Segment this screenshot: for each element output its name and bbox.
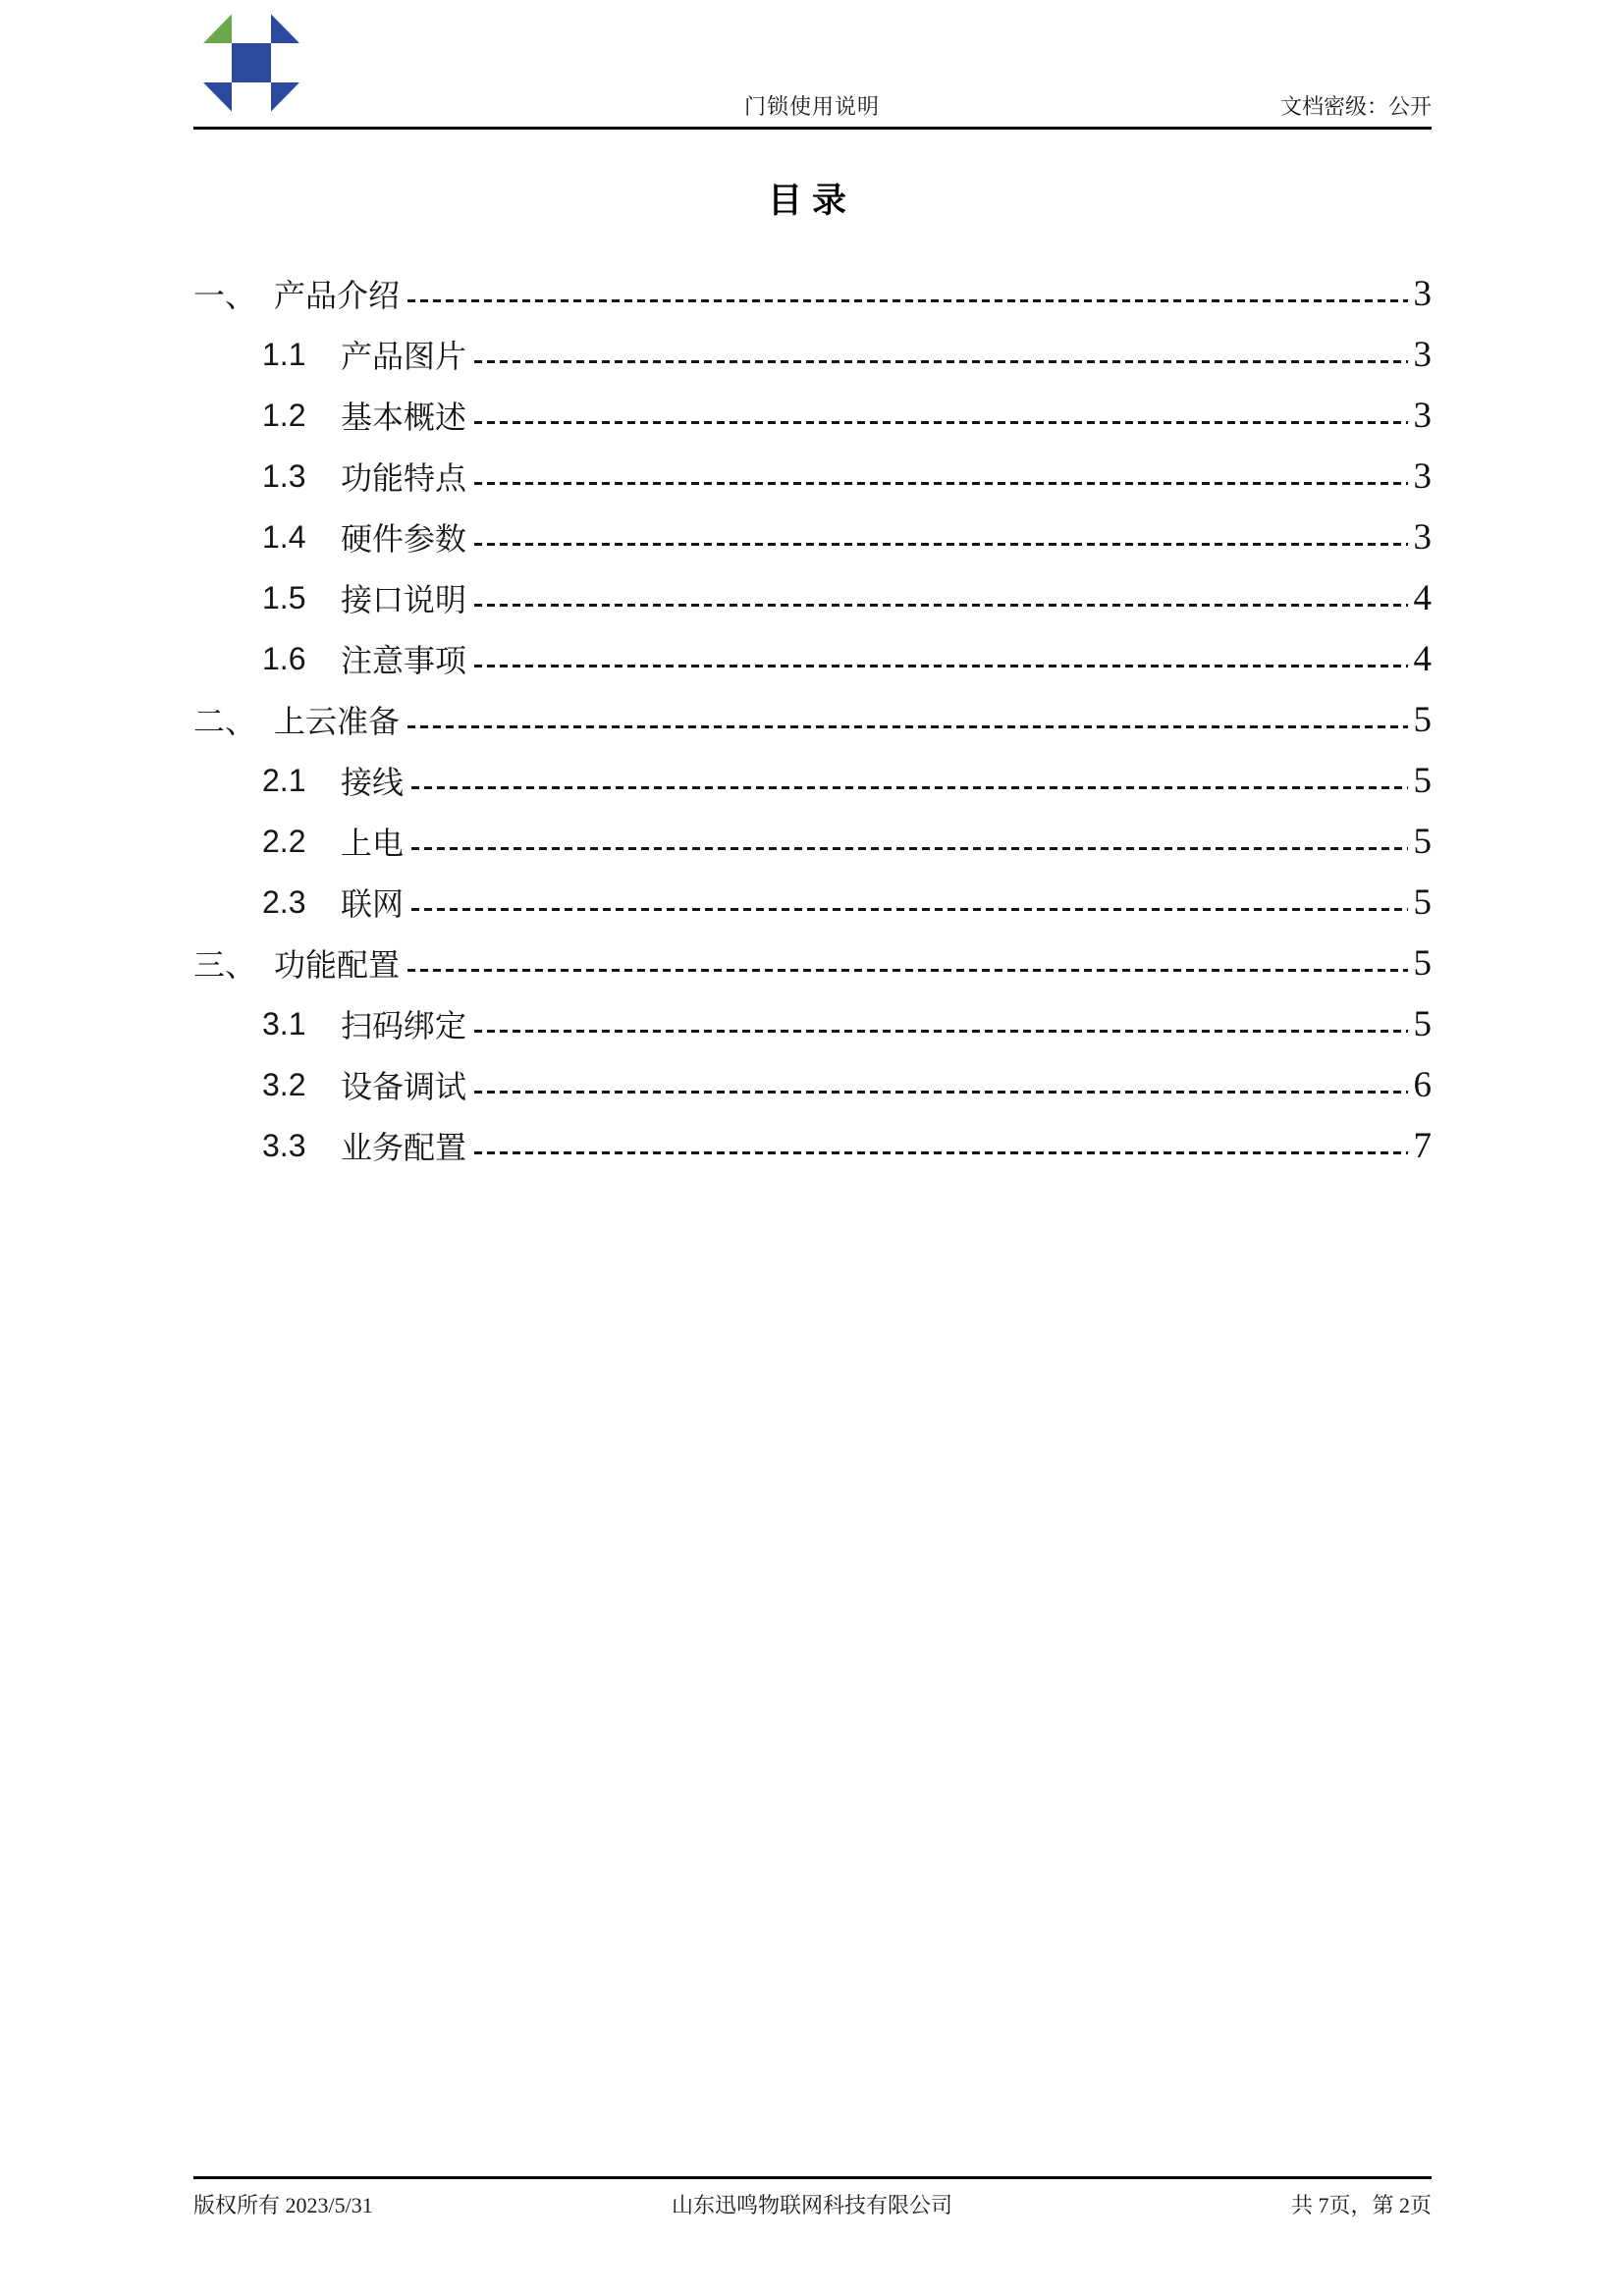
toc-entry[interactable]: [193, 1115, 1432, 1176]
toc-entry-number: 1.3: [262, 457, 306, 494]
toc-dotted-leader: [474, 1091, 1407, 1094]
toc-dotted-leader: [411, 908, 1407, 911]
toc-entry[interactable]: [193, 811, 1432, 872]
toc-entry-number: 1.6: [262, 640, 306, 676]
toc-entry-number: 1.4: [262, 518, 306, 555]
toc-entry-number: 1.5: [262, 579, 306, 615]
header-security-label: 文档密级：公开: [1279, 94, 1432, 119]
toc-entry-number: 3.2: [262, 1066, 306, 1102]
toc-entry-page: 5: [1413, 1003, 1432, 1044]
toc-entry[interactable]: [193, 263, 1432, 324]
toc-entry-label: 基本概述: [341, 400, 467, 435]
toc-entry-number: 3.1: [262, 1005, 306, 1041]
toc-entry[interactable]: [193, 507, 1432, 567]
toc-entry-page: 3: [1413, 273, 1432, 314]
toc-entry-label: 功能特点: [341, 460, 467, 496]
toc-entry-number: 1.2: [262, 397, 306, 433]
toc-entry-page: 5: [1413, 942, 1432, 984]
toc-dotted-leader: [474, 421, 1407, 424]
toc-entry-number: 一、: [193, 278, 257, 313]
toc-entry-page: 3: [1413, 516, 1432, 558]
toc-entry[interactable]: [193, 993, 1432, 1054]
toc-entry-number: 三、: [193, 947, 257, 983]
toc-dotted-leader: [474, 1151, 1407, 1154]
toc-entry-number: 1.1: [262, 336, 306, 372]
toc-entry-label: 上云准备: [274, 704, 401, 739]
toc-entry-label: 产品图片: [341, 339, 467, 374]
toc-entry[interactable]: [193, 872, 1432, 933]
toc-entry[interactable]: [193, 933, 1432, 993]
toc-entry-page: 4: [1413, 577, 1432, 618]
footer-copyright: 版权所有 2023/5/31: [193, 2193, 373, 2217]
toc-dotted-leader: [474, 665, 1407, 667]
footer-pagination: 共 7页，第 2页: [1290, 2193, 1432, 2217]
toc-entry[interactable]: [193, 567, 1432, 628]
toc-entry-number: 2.1: [262, 762, 306, 798]
toc-dotted-leader: [411, 847, 1407, 850]
toc-entry-number: 3.3: [262, 1127, 306, 1163]
toc-entry[interactable]: [193, 324, 1432, 385]
toc-entry[interactable]: [193, 689, 1432, 750]
toc-entry-label: 硬件参数: [341, 521, 467, 557]
toc-entry-label: 产品介绍: [274, 278, 401, 313]
toc-entry[interactable]: [193, 1054, 1432, 1115]
toc-dotted-leader: [407, 299, 1407, 302]
header-doc-title: 门锁使用说明: [743, 94, 880, 119]
toc-title: 目录: [767, 182, 856, 220]
toc-entry-label: 设备调试: [341, 1069, 467, 1104]
toc-dotted-leader: [474, 604, 1407, 607]
toc-dotted-leader: [474, 543, 1407, 546]
toc-entry-page: 3: [1413, 455, 1432, 497]
toc-entry-label: 功能配置: [274, 947, 401, 983]
toc-entry-page: 5: [1413, 881, 1432, 923]
toc-dotted-leader: [474, 1030, 1407, 1033]
toc-dotted-leader: [474, 482, 1407, 485]
toc-entry-label: 注意事项: [341, 643, 467, 678]
toc-dotted-leader: [411, 786, 1407, 789]
logo-center-square: [232, 43, 270, 82]
toc-entry-label: 联网: [341, 886, 405, 922]
toc-entry[interactable]: [193, 446, 1432, 507]
toc-entry-label: 接口说明: [341, 582, 467, 617]
toc-entry-page: 5: [1413, 821, 1432, 862]
toc-dotted-leader: [474, 360, 1407, 363]
toc-entry-number: 2.3: [262, 883, 306, 920]
toc-entry-label: 接线: [341, 765, 405, 800]
toc-list: [193, 263, 1432, 1176]
footer-rule: [193, 2176, 1432, 2179]
toc-dotted-leader: [407, 969, 1407, 972]
toc-entry-label: 扫码绑定: [341, 1008, 467, 1043]
header-rule: [193, 127, 1432, 130]
toc-entry-page: 3: [1413, 395, 1432, 436]
toc-entry-label: 上电: [341, 826, 405, 861]
toc-dotted-leader: [407, 725, 1407, 728]
logo-triangle-top-right: [271, 14, 299, 43]
toc-entry-label: 业务配置: [341, 1130, 467, 1165]
toc-entry[interactable]: [193, 750, 1432, 811]
toc-entry-page: 4: [1413, 638, 1432, 679]
toc-entry-page: 7: [1413, 1125, 1432, 1166]
toc-entry-page: 5: [1413, 699, 1432, 740]
toc-entry-number: 二、: [193, 704, 257, 739]
toc-entry[interactable]: [193, 628, 1432, 689]
logo-triangle-top-left: [203, 14, 232, 43]
toc-entry[interactable]: [193, 385, 1432, 446]
toc-entry-page: 5: [1413, 760, 1432, 801]
toc-entry-page: 6: [1413, 1064, 1432, 1105]
footer-company-name: 山东迅鸣物联网科技有限公司: [671, 2193, 952, 2217]
toc-entry-page: 3: [1413, 334, 1432, 375]
toc-entry-number: 2.2: [262, 823, 306, 859]
